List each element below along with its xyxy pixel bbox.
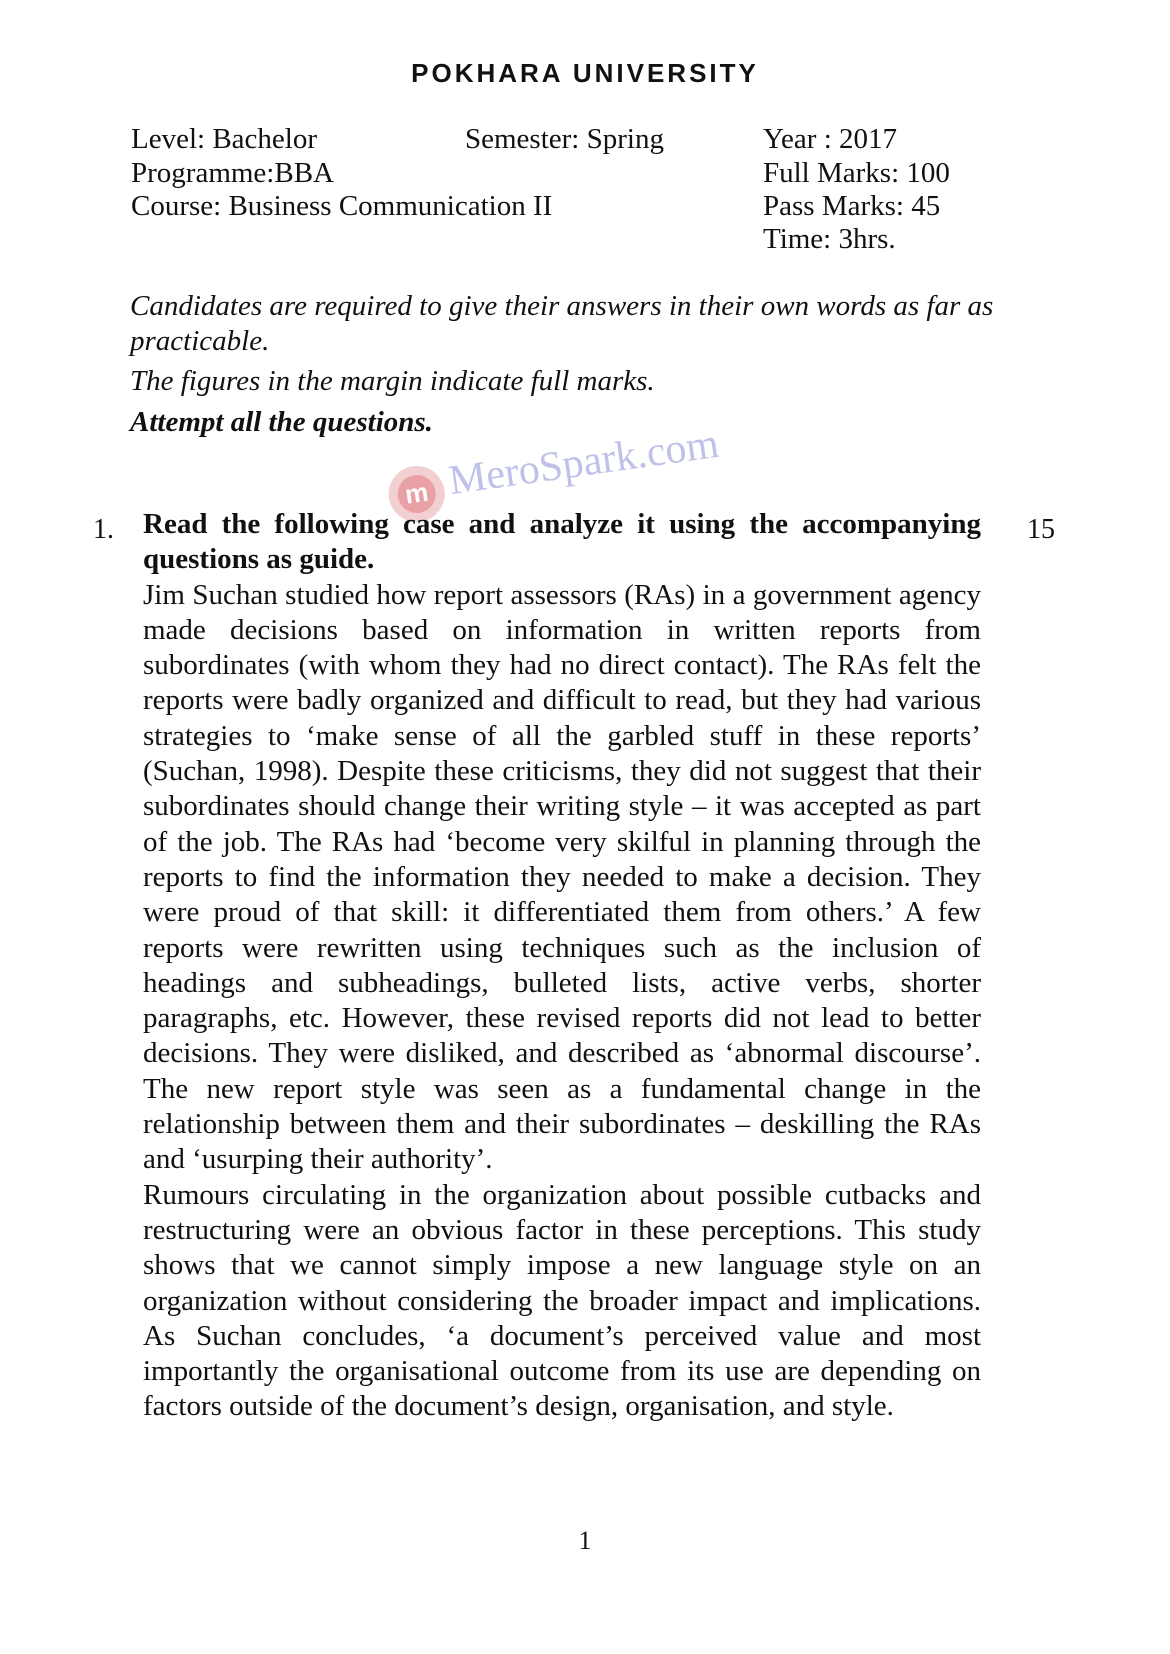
time-field: Time: 3hrs. [763, 223, 896, 255]
course-field: Course: Business Communication II [131, 190, 553, 222]
instruction-own-words: Candidates are required to give their answers in their own words as far as practicable. [130, 290, 994, 357]
question-heading: Read the following case and analyze it using the accompanying questions as guide. [143, 508, 981, 576]
year-field: Year : 2017 [763, 123, 897, 155]
case-paragraph-1: Jim Suchan studied how report assessors (RAs) in a government agency made decisions based on information in written reports from subordinates (with whom they had no direct contact). The RAs felt the reports were badly organized and difficult to read, but they had various strategies to ‘make sense of all the garbled stuff in these reports’ (Suchan, 1998). Despite these criticisms, they did not suggest that their subordinates should change their writing style – it was accepted as part of the job. The RAs had ‘become very skilful in planning through the reports to find the information they needed to make a decision. They were proud of that skill: it differentiated them from others.’ A few reports were rewritten using techniques such as the inclusion of headings and subheadings, bulleted lists, active verbs, shorter paragraphs, etc. However, these revised reports did not lead to better decisions. They were disliked, and described as ‘abnormal discourse’. The new report style was seen as a fundamental change in the relationship between them and their subordinates – deskilling the RAs and ‘usurping their authority’. [143, 578, 981, 1176]
page-number: 1 [578, 1526, 592, 1555]
full-marks-field: Full Marks: 100 [763, 157, 950, 189]
question-number: 1. [93, 514, 114, 545]
university-title: POKHARA UNIVERSITY [411, 58, 759, 88]
question-marks: 15 [1027, 514, 1055, 545]
question-body [143, 507, 981, 1425]
case-paragraph-2: Rumours circulating in the organization about possible cutbacks and restructuring were an obvious factor in these perceptions. This study shows that we cannot simply impose a new language style on an organization without considering the broader impact and implications. As Suchan concludes, ‘a document’s perceived value and most importantly the organisational outcome from its use are depending on factors outside of the document’s design, organisation, and style. [143, 1178, 981, 1423]
watermark-text: MeroSpark.com [446, 420, 722, 505]
instruction-margin-marks: The figures in the margin indicate full marks. [130, 365, 655, 397]
programme-field: Programme:BBA [131, 157, 334, 189]
level-field: Level: Bachelor [131, 123, 317, 155]
watermark-logo-letter: m [395, 473, 438, 516]
pass-marks-field: Pass Marks: 45 [763, 190, 941, 222]
semester-field: Semester: Spring [465, 123, 664, 155]
instruction-attempt-all: Attempt all the questions. [130, 406, 433, 438]
